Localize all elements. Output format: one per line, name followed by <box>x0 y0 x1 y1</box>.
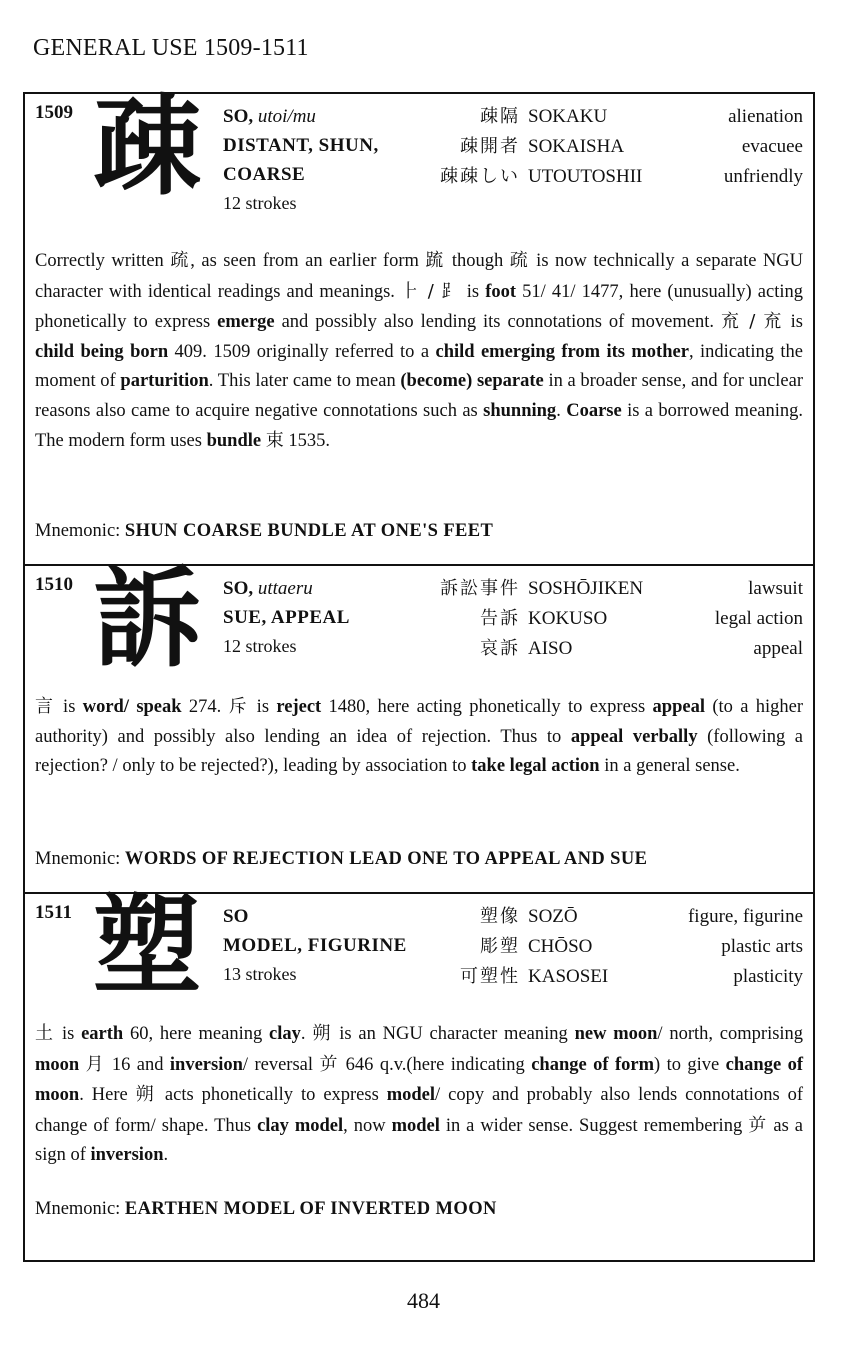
compound-reading: KASOSEI <box>528 966 609 987</box>
compound-kanji: 可塑性 <box>460 966 520 987</box>
compound-row <box>395 604 803 634</box>
entry-meta <box>223 902 407 989</box>
compound-row <box>395 902 803 932</box>
mnemonic: Mnemonic: EARTHEN MODEL OF INVERTED MOON <box>35 1199 497 1219</box>
entry-1510 <box>25 557 813 894</box>
entry-meta <box>223 574 350 661</box>
compound-row <box>395 932 803 962</box>
compound-reading: SOSHŌJIKEN <box>528 578 644 599</box>
explanation: Correctly written 疏, as seen from an earlier form 䟽 though 疏 is now technically a separate NGU character with identical readings and meanings. ⺊ / ⻊ is foot 51/ 41/ 1477, here (unusually) acting phonetically to express emerge and possibly also lending its connotations of movement. 㐬 / 㐬 is child being born 409. 1509 originally referred to a child emerging from its mother, indicating the moment of parturition. This later came to mean (become) separate in a broader sense, and for unclear reasons also came to acquire negative connotations such as shunning. Coarse is a borrowed meaning. The modern form uses bundle 束 1535. <box>35 250 804 451</box>
compounds-list <box>395 902 803 992</box>
compound-kanji: 疎開者 <box>460 136 520 157</box>
compound-kanji: 疎疎しい <box>440 166 520 187</box>
compound-reading: UTOUTOSHII <box>528 166 643 187</box>
compound-meaning: legal action <box>714 608 803 629</box>
compounds-list <box>395 102 803 192</box>
entries-frame <box>23 85 815 1262</box>
compound-meaning: alienation <box>728 106 803 127</box>
mnemonic: Mnemonic: WORDS OF REJECTION LEAD ONE TO APPEAL AND SUE <box>35 849 648 869</box>
compound-meaning: figure, figurine <box>687 906 803 927</box>
reading-kun: utoi/mu <box>257 106 316 127</box>
entry-kanji: 塑 <box>93 885 202 1010</box>
mnemonic: Mnemonic: SHUN COARSE BUNDLE AT ONE'S FEET <box>35 521 494 541</box>
compound-meaning: lawsuit <box>748 578 803 599</box>
compound-row <box>395 634 803 664</box>
compound-row <box>395 102 803 132</box>
compound-reading: CHŌSO <box>528 936 593 957</box>
page-header: GENERAL USE 1509-1511 <box>33 35 309 61</box>
compound-meaning: evacuee <box>741 136 803 157</box>
meanings-line: DISTANT, SHUN, <box>223 135 379 156</box>
compound-reading: KOKUSO <box>528 608 608 629</box>
entry-1509 <box>25 85 813 566</box>
compound-kanji: 彫塑 <box>480 936 520 957</box>
compound-meaning: unfriendly <box>723 166 803 187</box>
meanings-line: MODEL, FIGURINE <box>223 935 407 956</box>
entry-kanji: 疎 <box>93 85 202 210</box>
stroke-count: 12 strokes <box>223 193 297 213</box>
stroke-count: 13 strokes <box>223 964 297 984</box>
reading-on: SO, <box>223 106 258 127</box>
compound-reading: AISO <box>528 638 573 659</box>
compound-kanji: 疎隔 <box>480 106 520 127</box>
compound-meaning: plasticity <box>733 966 803 987</box>
meanings-line: COARSE <box>223 164 306 185</box>
explanation: 言 is word/ speak 274. 斥 is reject 1480, here acting phonetically to express appeal (to a higher authority) and possibly also lending an idea of rejection. Thus to appeal verbally (following a rejection? / only to be rejected?), leading by association to take legal action in a general sense. <box>35 696 804 776</box>
entry-1511 <box>25 885 813 1260</box>
entry-kanji: 訴 <box>93 557 202 682</box>
compounds-list <box>395 574 803 664</box>
explanation: 土 is earth 60, here meaning clay. 朔 is an NGU character meaning new moon/ north, comprising moon 月 16 and inversion/ reversal 屰 646 q.v.(here indicating change of form) to give change of moon. Here 朔 acts phonetically to express model/ copy and probably also lends connotations of change of form/ shape. Thus clay model, now model in a wider sense. Suggest remembering 屰 as a sign of inversion. <box>35 1023 804 1165</box>
compound-kanji: 哀訴 <box>480 638 520 659</box>
reading-on: SO <box>223 906 249 927</box>
entry-number: 1509 <box>35 102 73 123</box>
stroke-count: 12 strokes <box>223 636 297 656</box>
entry-meta <box>223 102 379 218</box>
compound-row <box>395 574 803 604</box>
compound-reading: SOZŌ <box>528 906 578 927</box>
entry-number: 1510 <box>35 574 73 595</box>
reading-on: SO, <box>223 578 258 599</box>
compound-row <box>395 962 803 992</box>
compound-meaning: plastic arts <box>721 936 803 957</box>
compound-kanji: 塑像 <box>480 906 520 927</box>
meanings-line: SUE, APPEAL <box>223 607 350 628</box>
reading-kun: uttaeru <box>257 578 313 599</box>
compound-reading: SOKAKU <box>528 106 608 127</box>
compound-row <box>395 132 803 162</box>
page-number: 484 <box>407 1288 440 1313</box>
compound-kanji: 告訴 <box>480 608 520 629</box>
compound-kanji: 訴訟事件 <box>440 578 520 599</box>
compound-reading: SOKAISHA <box>528 136 625 157</box>
entry-number: 1511 <box>35 902 72 923</box>
compound-meaning: appeal <box>753 638 803 659</box>
compound-row <box>395 162 803 192</box>
